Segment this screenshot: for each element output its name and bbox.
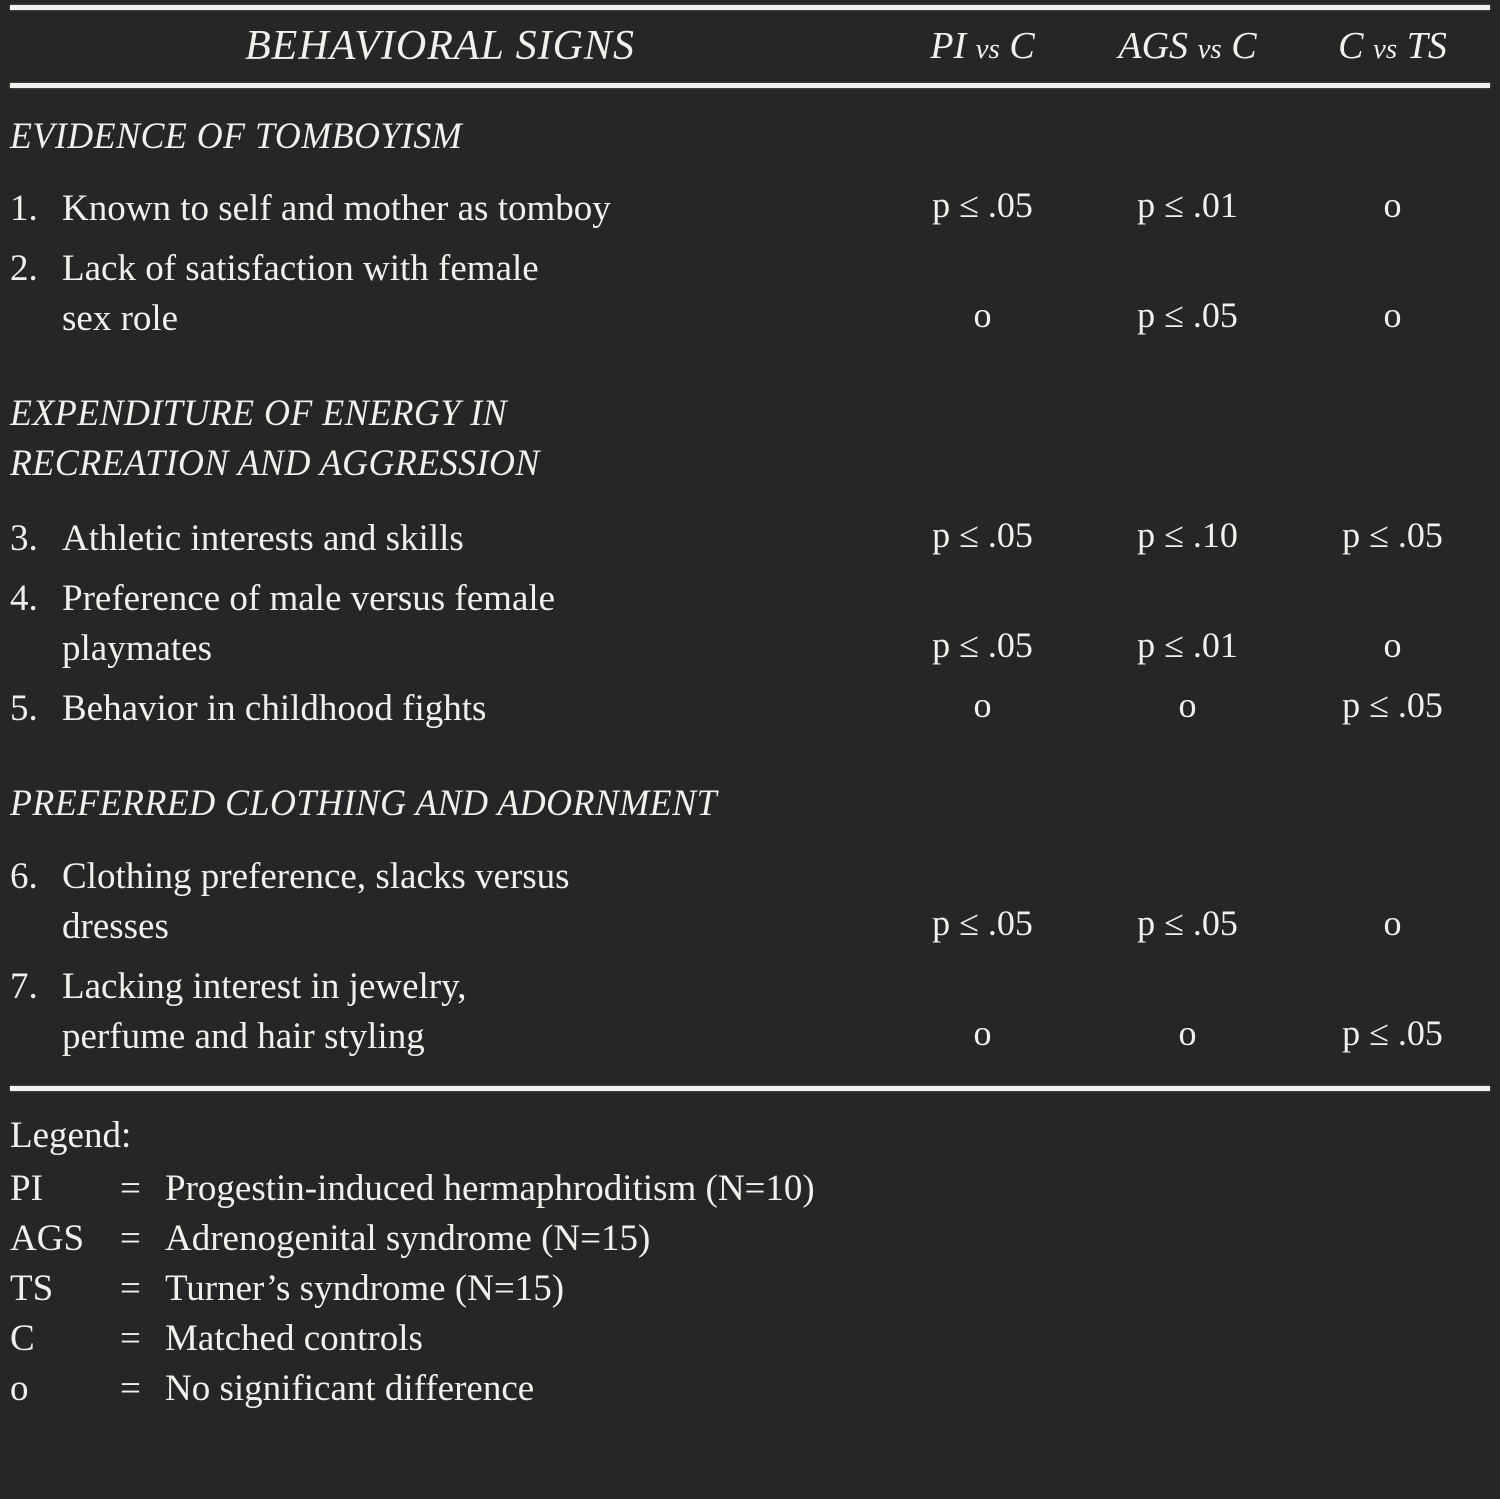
cell-pi-vs-c: o [973, 1013, 992, 1053]
legend-abbreviation: C [10, 1318, 35, 1359]
table-row [0, 244, 1500, 344]
row-label-line-2: perfume and hair styling [62, 1016, 425, 1057]
page-title: BEHAVIORAL SIGNS [245, 23, 635, 69]
legend-title: Legend: [10, 1115, 132, 1156]
row-label-line-1: Lacking interest in jewelry, [62, 966, 467, 1007]
cell-ags-vs-c: o [1178, 685, 1197, 725]
legend-equals-sign: = [120, 1268, 141, 1309]
row-label-cell [0, 184, 880, 234]
row-label-line-1: Preference of male versus female [62, 578, 556, 619]
cell-ags-vs-c: p ≤ .01 [1137, 625, 1238, 665]
cell-ags-vs-c: p ≤ .01 [1137, 185, 1238, 225]
cell-pi-vs-c: p ≤ .05 [932, 515, 1033, 555]
row-label-line-1: Lack of satisfaction with female [62, 248, 539, 289]
rule-top [10, 5, 1490, 10]
cell-c-vs-ts: o [1383, 903, 1402, 943]
table-row [0, 962, 1500, 1062]
legend-item-ags [10, 1214, 1210, 1264]
legend-equals-sign: = [120, 1318, 141, 1359]
cell-c-vs-ts: p ≤ .05 [1342, 515, 1443, 555]
legend-item-o [10, 1364, 1210, 1414]
table-header-row [0, 14, 1500, 78]
section-heading-expenditure-of-energy-line-2: RECREATION AND AGGRESSION [10, 443, 540, 484]
column-header-vs: vs [1197, 33, 1222, 65]
row-label-cell [0, 514, 880, 564]
legend-equals-sign: = [120, 1368, 141, 1409]
column-header-vs: vs [975, 33, 1000, 65]
row-label-cell [0, 684, 880, 734]
legend-definition: Matched controls [165, 1318, 423, 1359]
column-header-group-a: AGS [1118, 25, 1189, 67]
row-number: 7. [10, 966, 38, 1007]
cell-ags-vs-c: p ≤ .10 [1137, 515, 1238, 555]
legend-abbreviation: o [10, 1368, 29, 1409]
cell-c-vs-ts: o [1383, 295, 1402, 335]
cell-ags-vs-c: p ≤ .05 [1137, 903, 1238, 943]
column-header-group-b: C [1231, 25, 1257, 67]
row-label-line-2: dresses [62, 906, 169, 947]
column-header-group-a: PI [930, 25, 967, 67]
cell-c-vs-ts: p ≤ .05 [1342, 1013, 1443, 1053]
row-label-line-1: Clothing preference, slacks versus [62, 856, 570, 897]
column-header-group-b: TS [1406, 25, 1447, 67]
column-header-vs: vs [1373, 33, 1398, 65]
legend-abbreviation: TS [10, 1268, 54, 1309]
legend [10, 1108, 1210, 1414]
legend-abbreviation: AGS [10, 1218, 85, 1259]
table-row [0, 514, 1500, 564]
column-header-group-a: C [1338, 25, 1364, 67]
column-header-pi-vs-c [880, 24, 1085, 68]
rule-bottom [10, 1086, 1490, 1091]
row-label-cell [0, 574, 880, 674]
row-label-line-1: Known to self and mother as tomboy [62, 188, 611, 229]
row-label-line-2: playmates [62, 628, 213, 669]
row-number: 6. [10, 856, 38, 897]
cell-pi-vs-c: o [973, 685, 992, 725]
cell-c-vs-ts: p ≤ .05 [1342, 685, 1443, 725]
cell-pi-vs-c: p ≤ .05 [932, 903, 1033, 943]
table-row [0, 574, 1500, 674]
section-heading-evidence-of-tomboyism: EVIDENCE OF TOMBOYISM [10, 116, 463, 157]
legend-item-c [10, 1314, 1210, 1364]
column-header-ags-vs-c [1085, 24, 1290, 68]
table-row [0, 684, 1500, 734]
legend-item-ts [10, 1264, 1210, 1314]
legend-definition: Turner’s syndrome (N=15) [165, 1268, 565, 1309]
cell-c-vs-ts: o [1383, 625, 1402, 665]
legend-definition: Progestin-induced hermaphroditism (N=10) [165, 1168, 815, 1209]
row-number: 2. [10, 248, 38, 289]
row-number: 5. [10, 688, 38, 729]
row-label-line-1: Athletic interests and skills [62, 518, 464, 559]
legend-item-pi [10, 1164, 1210, 1214]
row-label-cell [0, 962, 880, 1062]
row-number: 4. [10, 578, 38, 619]
cell-c-vs-ts: o [1383, 185, 1402, 225]
cell-pi-vs-c: p ≤ .05 [932, 625, 1033, 665]
row-number: 3. [10, 518, 38, 559]
legend-equals-sign: = [120, 1168, 141, 1209]
column-header-c-vs-ts [1290, 24, 1495, 68]
legend-definition: No significant difference [165, 1368, 535, 1409]
cell-ags-vs-c: o [1178, 1013, 1197, 1053]
row-label-cell [0, 244, 880, 344]
cell-pi-vs-c: o [973, 295, 992, 335]
row-label-line-1: Behavior in childhood fights [62, 688, 487, 729]
legend-equals-sign: = [120, 1218, 141, 1259]
legend-abbreviation: PI [10, 1168, 43, 1209]
column-header-group-b: C [1009, 25, 1035, 67]
cell-ags-vs-c: p ≤ .05 [1137, 295, 1238, 335]
row-label-line-2: sex role [62, 298, 179, 339]
rule-under-header [10, 83, 1490, 88]
table-row [0, 852, 1500, 952]
legend-definition: Adrenogenital syndrome (N=15) [165, 1218, 651, 1259]
cell-pi-vs-c: p ≤ .05 [932, 185, 1033, 225]
section-heading-preferred-clothing-and-adornment: PREFERRED CLOTHING AND ADORNMENT [10, 783, 718, 824]
section-heading-expenditure-of-energy-line-1: EXPENDITURE OF ENERGY IN [10, 393, 508, 434]
row-label-cell [0, 852, 880, 952]
row-number: 1. [10, 188, 38, 229]
table-row [0, 184, 1500, 234]
